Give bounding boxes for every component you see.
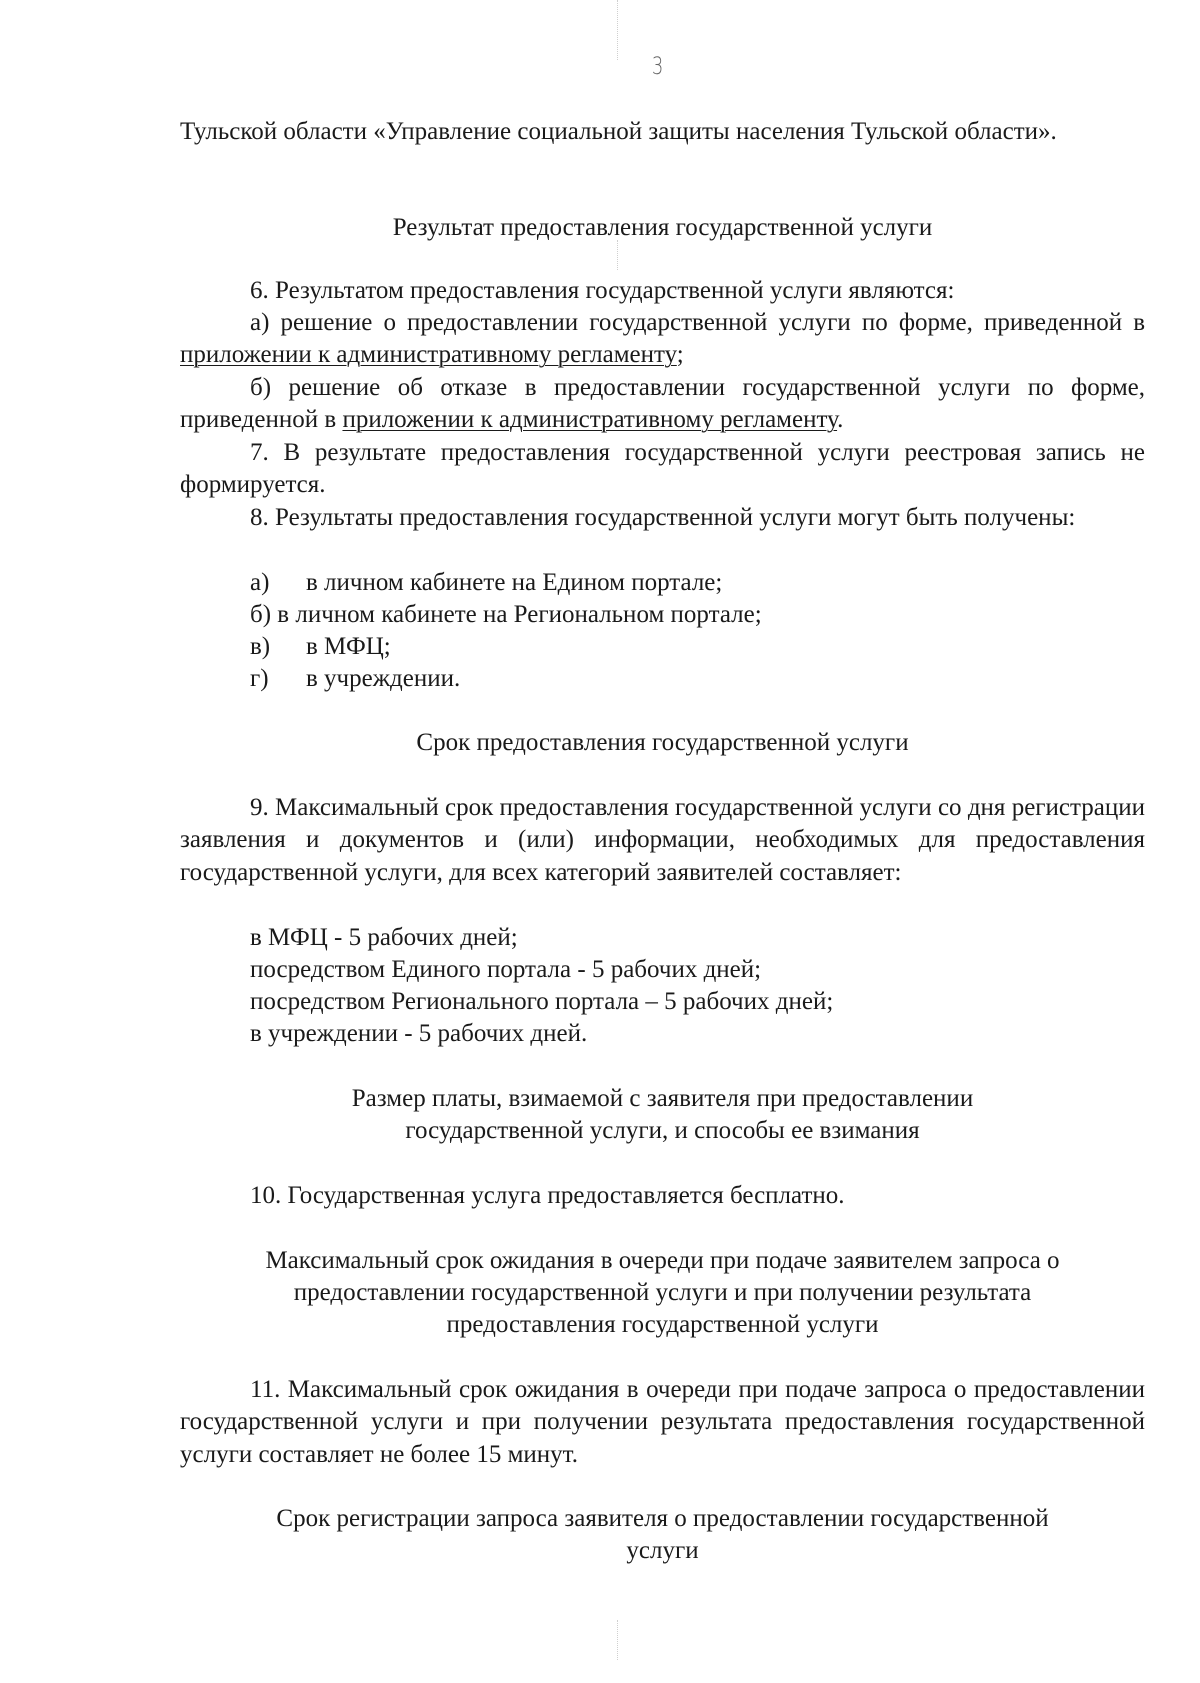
paragraph-6: 6. Результатом предоставления государственной услуги являются: (250, 277, 955, 304)
term-item: в МФЦ - 5 рабочих дней; (250, 924, 518, 951)
list-item (250, 567, 850, 599)
list-item-text: в личном кабинете на Региональном портале; (277, 601, 762, 628)
heading-term: Срок предоставления государственной услуги (416, 729, 909, 756)
heading-result: Результат предоставления государственной услуги (392, 214, 933, 241)
term-item: посредством Единого портала - 5 рабочих дней; (250, 956, 762, 983)
list-marker: в) (250, 633, 271, 660)
list-item-text (250, 601, 762, 628)
heading-fee-line1: Размер платы, взимаемой с заявителя при предоставлении (351, 1085, 974, 1112)
regulation-appendix-link-6b[interactable]: приложении к административному регламенту (342, 406, 838, 434)
intro-text: Тульской области «Управление социальной защиты населения Тульской области». (180, 118, 1057, 145)
paragraph-6b (180, 372, 1145, 437)
list-item-text: в личном кабинете на Едином портале; (306, 569, 723, 596)
list-item-text: в учреждении. (306, 665, 461, 692)
list-item-text: в МФЦ; (306, 633, 391, 660)
list-item (250, 599, 850, 631)
paragraph-11: 11. Максимальный срок ожидания в очереди при подаче запроса о предоставлении государственной услуги и при получении результата предоставления государственной услуги составляет не более 15 минут. (180, 1376, 1145, 1468)
list-marker: г) (250, 665, 269, 692)
page-number: 3 (651, 52, 664, 80)
list-item (250, 663, 850, 695)
scan-fold-mark-top (617, 0, 618, 60)
paragraph-6a (180, 307, 1145, 372)
scan-fold-mark-low (617, 1620, 618, 1660)
paragraph-9: 9. Максимальный срок предоставления государственной услуги со дня регистрации заявления и документов и (или) информации, необходимых для предоставления государственной услуги, для всех категорий заявителей составляет: (180, 794, 1145, 886)
heading-fee-line2: государственной услуги, и способы ее взимания (405, 1117, 920, 1144)
paragraph-10: 10. Государственная услуга предоставляется бесплатно. (250, 1182, 845, 1209)
paragraph-6a-text: а) решение о предоставлении государственной услуги по форме, приведенной в (250, 309, 1145, 336)
paragraph-7: 7. В результате предоставления государственной услуги реестровая запись не формируется. (180, 439, 1145, 499)
heading-queue-line2: предоставлении государственной услуги и при получении результата (293, 1279, 1032, 1306)
list-item (250, 631, 850, 663)
intro-paragraph (180, 116, 1145, 148)
heading-queue-line1: Максимальный срок ожидания в очереди при подаче заявителем запроса о (265, 1247, 1060, 1274)
heading-queue-line3: предоставления государственной услуги (446, 1311, 879, 1338)
paragraph-6b-end: . (837, 406, 844, 434)
list-marker: а) (250, 569, 270, 596)
term-item: посредством Регионального портала – 5 рабочих дней; (250, 988, 834, 1015)
paragraph-6b-text: б) решение об отказе в предоставлении государственной услуги по форме, приведенной в (180, 374, 1145, 434)
scan-fold-mark-mid (617, 240, 618, 270)
regulation-appendix-link-6a[interactable]: приложении к административному регламенту (180, 341, 677, 369)
term-item: в учреждении - 5 рабочих дней. (250, 1020, 588, 1047)
heading-registration-line2: услуги (626, 1537, 699, 1564)
list-marker: б) (250, 601, 272, 628)
heading-registration-line1: Срок регистрации запроса заявителя о предоставлении государственной (276, 1505, 1049, 1532)
paragraph-6a-end: ; (676, 341, 684, 369)
paragraph-8: 8. Результаты предоставления государственной услуги могут быть получены: (250, 504, 1076, 531)
